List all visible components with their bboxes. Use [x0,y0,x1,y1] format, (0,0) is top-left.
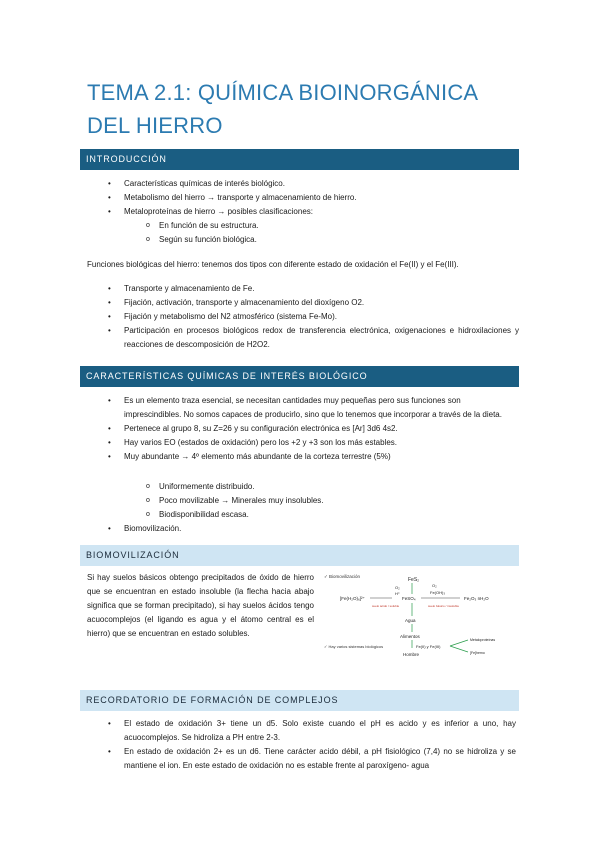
figure-feoh: Fe(OH)₃ [430,590,445,595]
biomov-paragraph: Si hay suelos básicos obtengo precipitados de óxido de hierro que se encuentran en estado insoluble (la flecha hacia abajo significa que se forman precipitado), si hay suelos ácidos tengo acuocomplejos (el ligando es agua y el átomo central es el hierro) que se encuentran en estado solubles. [87,573,314,638]
list-item: • Participación en procesos biológicos redox de transferencia electrónica, oxigenaciones e hidroxilaciones y reacciones de descomposición de H2O2. [108,326,519,349]
list-item: • Hay varios EO (estados de oxidación) pero los +2 y +3 son los más estables. [108,438,398,447]
figure-fe2o3: Fe₂O₃ nH₂O [464,596,489,601]
figure-hombre: Hombre [403,652,420,657]
biomovilizacion-figure [322,570,522,670]
document-title [87,76,527,142]
complejos-bullet-list [108,717,516,773]
title-line-1: TEMA 2.1: QUÍMICA BIOINORGÁNICA [87,80,479,105]
figure-fe-aq: Fe(II) y Fe(III) [416,644,441,649]
list-item: • Biomovilización. [108,524,182,533]
figure-alimentos: Alimentos [400,634,420,639]
list-item: • Muy abundante → 4º elemento más abundante de la corteza terrestre (5%) [108,452,391,461]
list-item: o En función de su estructura. [146,221,259,230]
intro-sub-list [146,219,489,247]
figure-fes2: FeS₂ [408,577,420,583]
quimicas-sub-list [146,480,489,522]
figure-check-biomovilizacion: ✓ Biomovilización [324,574,361,579]
quimicas-bullet-list [108,394,516,464]
list-item: • Metabolismo del hierro → transporte y almacenamiento de hierro. [108,193,357,202]
figure-check-sistemas: ✓ Hay varios sistemas biológicos [324,644,384,649]
list-item: • El estado de oxidación 3+ tiene un d5. Solo existe cuando el pH es acido y es inferior a uno, hay acuocomplejos. Se hidroliza a PH entre 2-3. [108,719,516,742]
figure-right-2: [Fe]hemo [470,651,485,655]
intro-functions-list [108,282,519,352]
list-item: • Transporte y almacenamiento de Fe. [108,284,255,293]
list-item: • Metaloproteínas de hierro → posibles clasificaciones: [108,207,313,216]
list-item: o Biodisponibilidad escasa. [146,510,249,519]
list-item: • En estado de oxidación 2+ es un d6. Tiene carácter acido débil, a pH fisiológico (7,4) no se hidroliza y se mantiene el ion. En este estado de oxidación no es estable frente al paroxígeno- agua [108,747,516,770]
figure-red-right: suelo básico / insoluble [428,604,460,608]
figure-o2-right: O₂ [432,583,437,588]
list-item: • Fijación y metabolismo del N2 atmosférico (sistema Fe-Mo). [108,312,337,321]
title-line-2: DEL HIERRO [87,113,223,138]
list-item: • Características químicas de interés biológico. [108,179,285,188]
figure-right-1: Metaloproteínas [470,638,496,642]
intro-paragraph: Funciones biológicas del hierro: tenemos dos tipos con diferente estado de oxidación el Fe(II) y el Fe(III). [87,260,459,269]
section-heading-caracteristicas: CARACTERÍSTICAS QUÍMICAS DE INTERÉS BIOLÓGICO [80,366,519,387]
list-item: • Fijación, activación, transporte y almacenamiento del dioxígeno O2. [108,298,365,307]
section-heading-complejos: RECORDATORIO DE FORMACIÓN DE COMPLEJOS [80,690,519,711]
section-heading-biomovilizacion: BIOMOVILIZACIÓN [80,545,519,566]
intro-bullet-list [108,177,504,219]
list-item: o Uniformemente distribuido. [146,482,255,491]
figure-feso4: FeSO₄ [402,596,416,601]
list-item: • Pertenece al grupo 8, su Z=26 y su configuración electrónica es [Ar] 3d6 4s2. [108,424,398,433]
figure-h-left: H⁺ [395,591,400,596]
figure-o2-left: O₂ [395,585,400,590]
figure-agua: Agua [405,618,416,623]
figure-fe-complex: [Fe(H₂O)₆]²⁺ [340,596,365,601]
section-heading-introduccion: INTRODUCCIÓN [80,149,519,170]
list-item: o Poco movilizable → Minerales muy insolubles. [146,496,324,505]
list-item: • Es un elemento traza esencial, se necesitan cantidades muy pequeñas pero sus funciones son imprescindibles. No somos capaces de producirlo, sino que lo tenemos que incorporar a través de la dieta. [108,396,502,419]
quimicas-last-list [108,522,454,536]
figure-red-left: suelo ácido / soluble [372,604,400,608]
list-item: o Según su función biológica. [146,235,257,244]
